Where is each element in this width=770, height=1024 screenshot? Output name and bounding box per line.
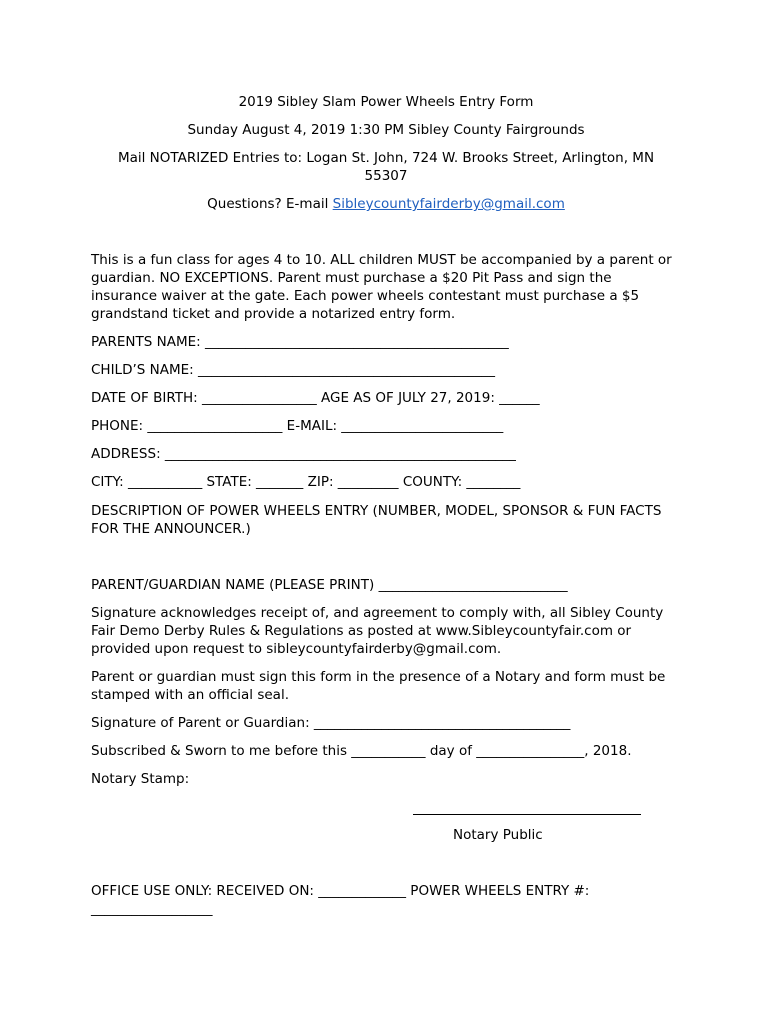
questions-prefix: Questions? E-mail	[207, 196, 333, 212]
intro-paragraph: This is a fun class for ages 4 to 10. ALL children MUST be accompanied by a parent or guardian. NO EXCEPTIONS. Parent must purchase a $20 Pit Pass and sign the insurance waiver at the gate. Each power wheels contestant must purchase a $5 grandstand ticket and provide a notarized entry form.	[91, 252, 672, 322]
form-title: 2019 Sibley Slam Power Wheels Entry Form	[238, 94, 534, 110]
childs-name-field[interactable]: CHILD’S NAME: ____________________________________________	[91, 362, 495, 378]
signature-field[interactable]: Signature of Parent or Guardian: ______________________________________	[91, 715, 571, 731]
notary-public-label: Notary Public	[453, 827, 543, 843]
address-field[interactable]: ADDRESS: ____________________________________________________	[91, 446, 516, 462]
phone-email-field[interactable]: PHONE: ____________________ E-MAIL: ________________________	[91, 418, 504, 434]
questions-line	[91, 195, 681, 213]
notary-signature-line[interactable]	[413, 814, 641, 815]
notary-stamp-label: Notary Stamp:	[91, 771, 190, 787]
parents-name-field[interactable]: PARENTS NAME: _____________________________________________	[91, 334, 509, 350]
event-date-line: Sunday August 4, 2019 1:30 PM Sibley County Fairgrounds	[187, 122, 585, 138]
dob-age-field[interactable]: DATE OF BIRTH: _________________ AGE AS OF JULY 27, 2019: ______	[91, 390, 540, 406]
office-use-line: OFFICE USE ONLY: RECEIVED ON: _____________ POWER WHEELS ENTRY #: __________________	[91, 883, 590, 917]
mail-address-line: Mail NOTARIZED Entries to: Logan St. John, 724 W. Brooks Street, Arlington, MN 55307	[117, 150, 655, 184]
notary-instruction: Parent or guardian must sign this form in the presence of a Notary and form must be stamped with an official seal.	[91, 669, 666, 703]
guardian-name-field[interactable]: PARENT/GUARDIAN NAME (PLEASE PRINT) ____________________________	[91, 577, 568, 593]
acknowledgement-paragraph: Signature acknowledges receipt of, and agreement to comply with, all Sibley County Fair Demo Derby Rules & Regulations as posted at www.Sibleycountyfair.com or provided upon request to sibleycountyfairderby@gmail.com.	[91, 605, 664, 657]
questions-email-link[interactable]: Sibleycountyfairderby@gmail.com	[332, 196, 565, 212]
subscribed-sworn-field[interactable]: Subscribed & Sworn to me before this ___________ day of ________________, 2018.	[91, 743, 632, 759]
city-state-zip-county-field[interactable]: CITY: ___________ STATE: _______ ZIP: _________ COUNTY: ________	[91, 474, 521, 490]
description-prompt: DESCRIPTION OF POWER WHEELS ENTRY (NUMBER, MODEL, SPONSOR & FUN FACTS FOR THE ANNOUNCER.)	[91, 503, 662, 537]
